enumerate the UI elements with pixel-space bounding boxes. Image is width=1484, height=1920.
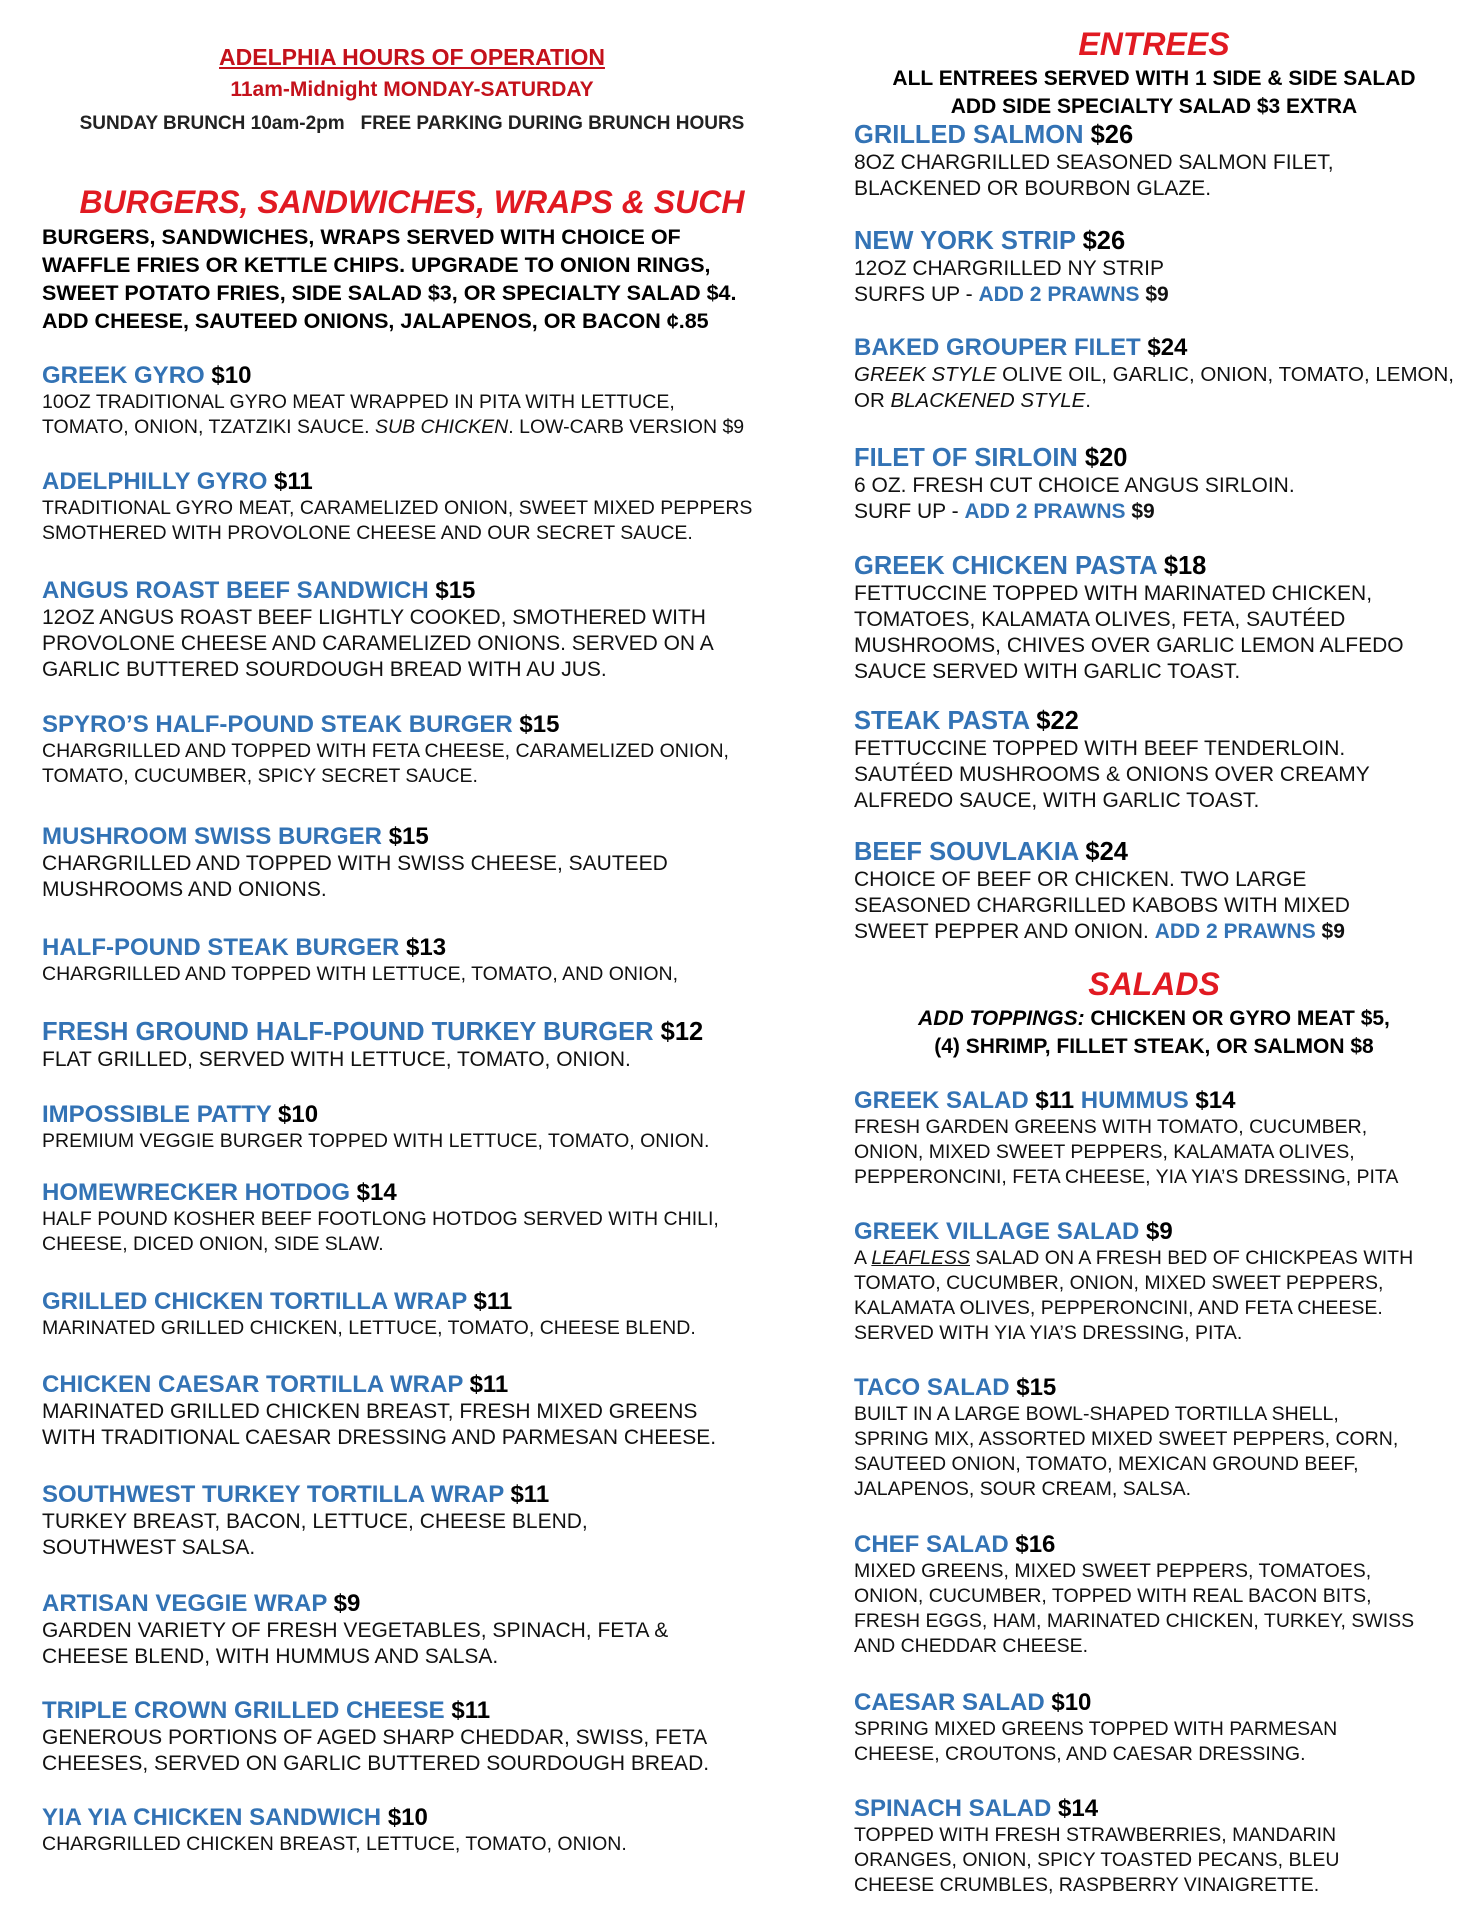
menu-item-baked-grouper: [854, 333, 1454, 414]
item-desc: TOMATO, CUCUMBER, SPICY SECRET SAUCE.: [42, 765, 478, 787]
entrees-note-1: ALL ENTREES SERVED WITH 1 SIDE & SIDE SALAD: [892, 67, 1416, 90]
item-price: $10: [1051, 1689, 1092, 1716]
item-desc: FRESH EGGS, HAM, MARINATED CHICKEN, TURKEY, SWISS: [854, 1610, 1415, 1632]
item-desc: ONION, MIXED SWEET PEPPERS, KALAMATA OLIVES,: [854, 1141, 1355, 1163]
item-price: $11: [510, 1481, 550, 1508]
item-name: BEEF SOUVLAKIA: [854, 838, 1079, 866]
item-price: $10: [278, 1101, 319, 1128]
item-desc: SURF UP - ADD 2 PRAWNS $9: [854, 500, 1155, 523]
entrees-section-title: ENTREES: [1078, 26, 1230, 62]
menu-item-spyros-burger: [42, 710, 729, 789]
item-desc: WITH TRADITIONAL CAESAR DRESSING AND PARMESAN CHEESE.: [42, 1426, 717, 1449]
burgers-note-line: SWEET POTATO FRIES, SIDE SALAD $3, OR SPECIALTY SALAD $4.: [42, 281, 737, 305]
item-name: FRESH GROUND HALF-POUND TURKEY BURGER: [42, 1018, 654, 1046]
item-price: $20: [1084, 444, 1128, 472]
item-price: $11: [1035, 1087, 1075, 1114]
item-desc: TOMATOES, KALAMATA OLIVES, FETA, SAUTÉED: [854, 608, 1346, 631]
item-desc: SOUTHWEST SALSA.: [42, 1536, 256, 1559]
item-desc: CHEESE, CROUTONS, AND CAESAR DRESSING.: [854, 1743, 1306, 1765]
menu-item-steak-pasta: [854, 707, 1370, 814]
menu-item-chef-salad: [854, 1530, 1414, 1659]
item-name: GREEK GYRO: [42, 362, 205, 389]
item-desc: SWEET PEPPER AND ONION. ADD 2 PRAWNS $9: [854, 920, 1345, 943]
menu-item-chicken-caesar-wrap: [42, 1370, 716, 1451]
item-name: TRIPLE CROWN GRILLED CHEESE: [42, 1697, 445, 1724]
item-name: NEW YORK STRIP: [854, 227, 1076, 255]
item-desc: SAUTEED ONION, TOMATO, MEXICAN GROUND BEEF,: [854, 1453, 1359, 1475]
hours-weekday: 11am-Midnight MONDAY-SATURDAY: [230, 78, 594, 101]
item-desc: PEPPERONCINI, FETA CHEESE, YIA YIA’S DRESSING, PITA: [854, 1166, 1399, 1188]
menu-item-greek-salad: [854, 1086, 1398, 1190]
menu-item-greek-village-salad: [854, 1217, 1413, 1346]
menu-item-beef-souvlakia: [854, 838, 1350, 945]
item-desc: CHARGRILLED CHICKEN BREAST, LETTUCE, TOMATO, ONION.: [42, 1833, 627, 1855]
item-desc: ALFREDO SAUCE, WITH GARLIC TOAST.: [854, 789, 1260, 812]
item-price: $14: [356, 1179, 397, 1206]
item-price: $14: [1058, 1795, 1099, 1822]
item-price: $15: [519, 711, 560, 738]
item-desc: 10OZ TRADITIONAL GYRO MEAT WRAPPED IN PITA WITH LETTUCE,: [42, 391, 675, 413]
burgers-note-line: ADD CHEESE, SAUTEED ONIONS, JALAPENOS, OR BACON ¢.85: [42, 309, 709, 333]
item-desc: MUSHROOMS AND ONIONS.: [42, 878, 327, 901]
item-name: GREEK CHICKEN PASTA: [854, 552, 1157, 580]
item-price: $24: [1085, 838, 1128, 866]
menu-item-turkey-burger: [42, 1018, 703, 1073]
item-desc: GARLIC BUTTERED SOURDOUGH BREAD WITH AU JUS.: [42, 658, 607, 681]
item-name: IMPOSSIBLE PATTY: [42, 1101, 272, 1128]
item-name: GREEK SALAD: [854, 1087, 1029, 1114]
item-desc: SPRING MIXED GREENS TOPPED WITH PARMESAN: [854, 1718, 1338, 1740]
item-price: $14: [1195, 1087, 1236, 1114]
item-name: ANGUS ROAST BEEF SANDWICH: [42, 577, 429, 604]
burgers-section-title: BURGERS, SANDWICHES, WRAPS & SUCH: [79, 184, 745, 220]
item-desc: SAUTÉED MUSHROOMS & ONIONS OVER CREAMY: [854, 763, 1370, 786]
burgers-note-line: BURGERS, SANDWICHES, WRAPS SERVED WITH CHOICE OF: [42, 225, 681, 249]
item-desc: A LEAFLESS SALAD ON A FRESH BED OF CHICKPEAS WITH: [854, 1247, 1414, 1269]
salads-section-title: SALADS: [1088, 966, 1220, 1002]
hours-title: ADELPHIA HOURS OF OPERATION: [219, 44, 605, 70]
item-desc: MUSHROOMS, CHIVES OVER GARLIC LEMON ALFEDO: [854, 634, 1404, 657]
item-desc: CHARGRILLED AND TOPPED WITH SWISS CHEESE, SAUTEED: [42, 852, 668, 875]
menu-item-angus-roast-beef: [42, 576, 714, 683]
item-price: $11: [274, 468, 313, 495]
item-name: HUMMUS: [1080, 1087, 1189, 1114]
item-price: $18: [1163, 552, 1207, 580]
item-price: $12: [660, 1018, 704, 1046]
menu-item-caesar-salad: [854, 1688, 1337, 1767]
item-price: $10: [387, 1804, 428, 1831]
item-desc: AND CHEDDAR CHEESE.: [854, 1635, 1089, 1657]
item-desc: FLAT GRILLED, SERVED WITH LETTUCE, TOMATO, ONION.: [42, 1048, 631, 1071]
item-price: $11: [451, 1697, 491, 1724]
item-name: GRILLED SALMON: [854, 121, 1084, 149]
menu-item-new-york-strip: [854, 227, 1169, 308]
item-desc: CHARGRILLED AND TOPPED WITH LETTUCE, TOMATO, AND ONION,: [42, 963, 679, 985]
item-desc: MARINATED GRILLED CHICKEN BREAST, FRESH MIXED GREENS: [42, 1400, 698, 1423]
menu-item-impossible-patty: [42, 1100, 709, 1154]
menu-item-yia-yia-chicken: [42, 1803, 627, 1857]
item-desc: GARDEN VARIETY OF FRESH VEGETABLES, SPINACH, FETA &: [42, 1619, 669, 1642]
menu-item-mushroom-swiss: [42, 822, 668, 903]
salads-note-2: (4) SHRIMP, FILLET STEAK, OR SALMON $8: [934, 1035, 1374, 1058]
item-price: $26: [1082, 227, 1126, 255]
menu-item-southwest-turkey-wrap: [42, 1480, 588, 1561]
item-price: $22: [1036, 707, 1079, 735]
menu-item-filet-of-sirloin: [854, 444, 1295, 525]
item-price: $15: [388, 823, 429, 850]
menu-item-triple-crown: [42, 1696, 709, 1777]
item-name: ARTISAN VEGGIE WRAP: [42, 1590, 327, 1617]
item-price: $11: [469, 1371, 509, 1398]
item-name: SPYRO’S HALF-POUND STEAK BURGER: [42, 711, 513, 738]
item-price: $11: [473, 1288, 513, 1315]
item-desc: SMOTHERED WITH PROVOLONE CHEESE AND OUR SECRET SAUCE.: [42, 522, 693, 544]
item-desc: PREMIUM VEGGIE BURGER TOPPED WITH LETTUCE, TOMATO, ONION.: [42, 1130, 710, 1152]
item-name: SOUTHWEST TURKEY TORTILLA WRAP: [42, 1481, 504, 1508]
item-price: $9: [1146, 1218, 1173, 1245]
item-name: FILET OF SIRLOIN: [854, 444, 1078, 472]
item-desc: SURFS UP - ADD 2 PRAWNS $9: [854, 283, 1169, 306]
item-desc: SAUCE SERVED WITH GARLIC TOAST.: [854, 660, 1241, 683]
item-price: $10: [211, 362, 252, 389]
item-desc: FETTUCCINE TOPPED WITH BEEF TENDERLOIN.: [854, 737, 1346, 760]
item-name: MUSHROOM SWISS BURGER: [42, 823, 383, 850]
item-desc: CHEESES, SERVED ON GARLIC BUTTERED SOURDOUGH BREAD.: [42, 1752, 710, 1775]
item-desc: TRADITIONAL GYRO MEAT, CARAMELIZED ONION, SWEET MIXED PEPPERS: [42, 497, 753, 519]
item-name: TACO SALAD: [854, 1374, 1010, 1401]
item-desc: CHEESE CRUMBLES, RASPBERRY VINAIGRETTE.: [854, 1874, 1320, 1896]
item-name: CAESAR SALAD: [854, 1689, 1045, 1716]
item-name: YIA YIA CHICKEN SANDWICH: [42, 1804, 382, 1831]
item-desc: GENEROUS PORTIONS OF AGED SHARP CHEDDAR, SWISS, FETA: [42, 1726, 708, 1749]
item-desc: CHOICE OF BEEF OR CHICKEN. TWO LARGE: [854, 868, 1307, 891]
item-desc: PROVOLONE CHEESE AND CARAMELIZED ONIONS. SERVED ON A: [42, 632, 714, 655]
item-desc: TOMATO, ONION, TZATZIKI SAUCE. SUB CHICKEN. LOW-CARB VERSION $9: [42, 416, 745, 438]
item-desc: ORANGES, ONION, SPICY TOASTED PECANS, BLEU: [854, 1849, 1340, 1871]
menu-item-half-pound-steak: [42, 933, 678, 987]
item-price: $15: [1016, 1374, 1057, 1401]
item-name: BAKED GROUPER FILET: [854, 334, 1141, 361]
item-price: $15: [435, 577, 476, 604]
item-desc: KALAMATA OLIVES, PEPPERONCINI, AND FETA CHEESE.: [854, 1297, 1383, 1319]
item-desc: CHEESE BLEND, WITH HUMMUS AND SALSA.: [42, 1645, 499, 1668]
item-price: $16: [1015, 1531, 1056, 1558]
item-desc: SERVED WITH YIA YIA’S DRESSING, PITA.: [854, 1322, 1243, 1344]
item-desc: FRESH GARDEN GREENS WITH TOMATO, CUCUMBER,: [854, 1116, 1368, 1138]
item-desc: MARINATED GRILLED CHICKEN, LETTUCE, TOMATO, CHEESE BLEND.: [42, 1317, 696, 1339]
menu-item-greek-chicken-pasta: [854, 552, 1404, 685]
item-name: GREEK VILLAGE SALAD: [854, 1218, 1140, 1245]
item-desc: JALAPENOS, SOUR CREAM, SALSA.: [854, 1478, 1192, 1500]
menu-item-grilled-salmon: [854, 121, 1334, 202]
hours-sunday: SUNDAY BRUNCH 10am-2pm FREE PARKING DURING BRUNCH HOURS: [79, 113, 745, 134]
item-price: $13: [406, 934, 447, 961]
item-desc: GREEK STYLE OLIVE OIL, GARLIC, ONION, TOMATO, LEMON,: [854, 363, 1454, 386]
item-name: HALF-POUND STEAK BURGER: [42, 934, 400, 961]
item-price: $26: [1090, 121, 1134, 149]
item-desc: BUILT IN A LARGE BOWL-SHAPED TORTILLA SHELL,: [854, 1403, 1339, 1425]
menu-item-artisan-veggie-wrap: [42, 1589, 668, 1670]
item-desc: HALF POUND KOSHER BEEF FOOTLONG HOTDOG SERVED WITH CHILI,: [42, 1208, 719, 1230]
item-name: HOMEWRECKER HOTDOG: [42, 1179, 350, 1206]
item-name: ADELPHILLY GYRO: [42, 468, 268, 495]
item-name: GRILLED CHICKEN TORTILLA WRAP: [42, 1288, 467, 1315]
item-desc: SEASONED CHARGRILLED KABOBS WITH MIXED: [854, 894, 1350, 917]
entrees-note-2: ADD SIDE SPECIALTY SALAD $3 EXTRA: [950, 95, 1358, 118]
item-desc: 8OZ CHARGRILLED SEASONED SALMON FILET,: [854, 151, 1334, 174]
item-desc: OR BLACKENED STYLE.: [854, 389, 1091, 412]
item-name: STEAK PASTA: [854, 707, 1030, 735]
menu-item-adelphilly-gyro: [42, 467, 752, 546]
item-desc: 12OZ CHARGRILLED NY STRIP: [854, 257, 1165, 280]
item-desc: SPRING MIX, ASSORTED MIXED SWEET PEPPERS, CORN,: [854, 1428, 1399, 1450]
salads-note-1: ADD TOPPINGS: CHICKEN OR GYRO MEAT $5,: [918, 1007, 1390, 1030]
item-desc: BLACKENED OR BOURBON GLAZE.: [854, 177, 1212, 200]
item-name: CHEF SALAD: [854, 1531, 1009, 1558]
item-desc: TOPPED WITH FRESH STRAWBERRIES, MANDARIN: [854, 1824, 1337, 1846]
menu-item-homewrecker-hotdog: [42, 1178, 719, 1257]
item-desc: 12OZ ANGUS ROAST BEEF LIGHTLY COOKED, SMOTHERED WITH: [42, 606, 706, 629]
item-desc: MIXED GREENS, MIXED SWEET PEPPERS, TOMATOES,: [854, 1560, 1372, 1582]
menu-item-taco-salad: [854, 1373, 1398, 1502]
item-desc: ONION, CUCUMBER, TOPPED WITH REAL BACON BITS,: [854, 1585, 1372, 1607]
item-desc: FETTUCCINE TOPPED WITH MARINATED CHICKEN,: [854, 582, 1373, 605]
item-desc: CHARGRILLED AND TOPPED WITH FETA CHEESE, CARAMELIZED ONION,: [42, 740, 729, 762]
item-desc: 6 OZ. FRESH CUT CHOICE ANGUS SIRLOIN.: [854, 474, 1295, 497]
item-price: $24: [1147, 334, 1188, 361]
menu-item-grilled-chicken-wrap: [42, 1287, 696, 1341]
item-name: CHICKEN CAESAR TORTILLA WRAP: [42, 1371, 463, 1398]
menu-item-spinach-salad: [854, 1794, 1339, 1898]
item-desc: TOMATO, CUCUMBER, ONION, MIXED SWEET PEPPERS,: [854, 1272, 1384, 1294]
item-price: $9: [333, 1590, 361, 1617]
burgers-note: [42, 223, 802, 335]
item-name: SPINACH SALAD: [854, 1795, 1052, 1822]
burgers-note-line: WAFFLE FRIES OR KETTLE CHIPS. UPGRADE TO ONION RINGS,: [42, 253, 711, 277]
item-desc: CHEESE, DICED ONION, SIDE SLAW.: [42, 1233, 384, 1255]
menu-item-greek-gyro: [42, 361, 744, 440]
item-desc: TURKEY BREAST, BACON, LETTUCE, CHEESE BLEND,: [42, 1510, 588, 1533]
